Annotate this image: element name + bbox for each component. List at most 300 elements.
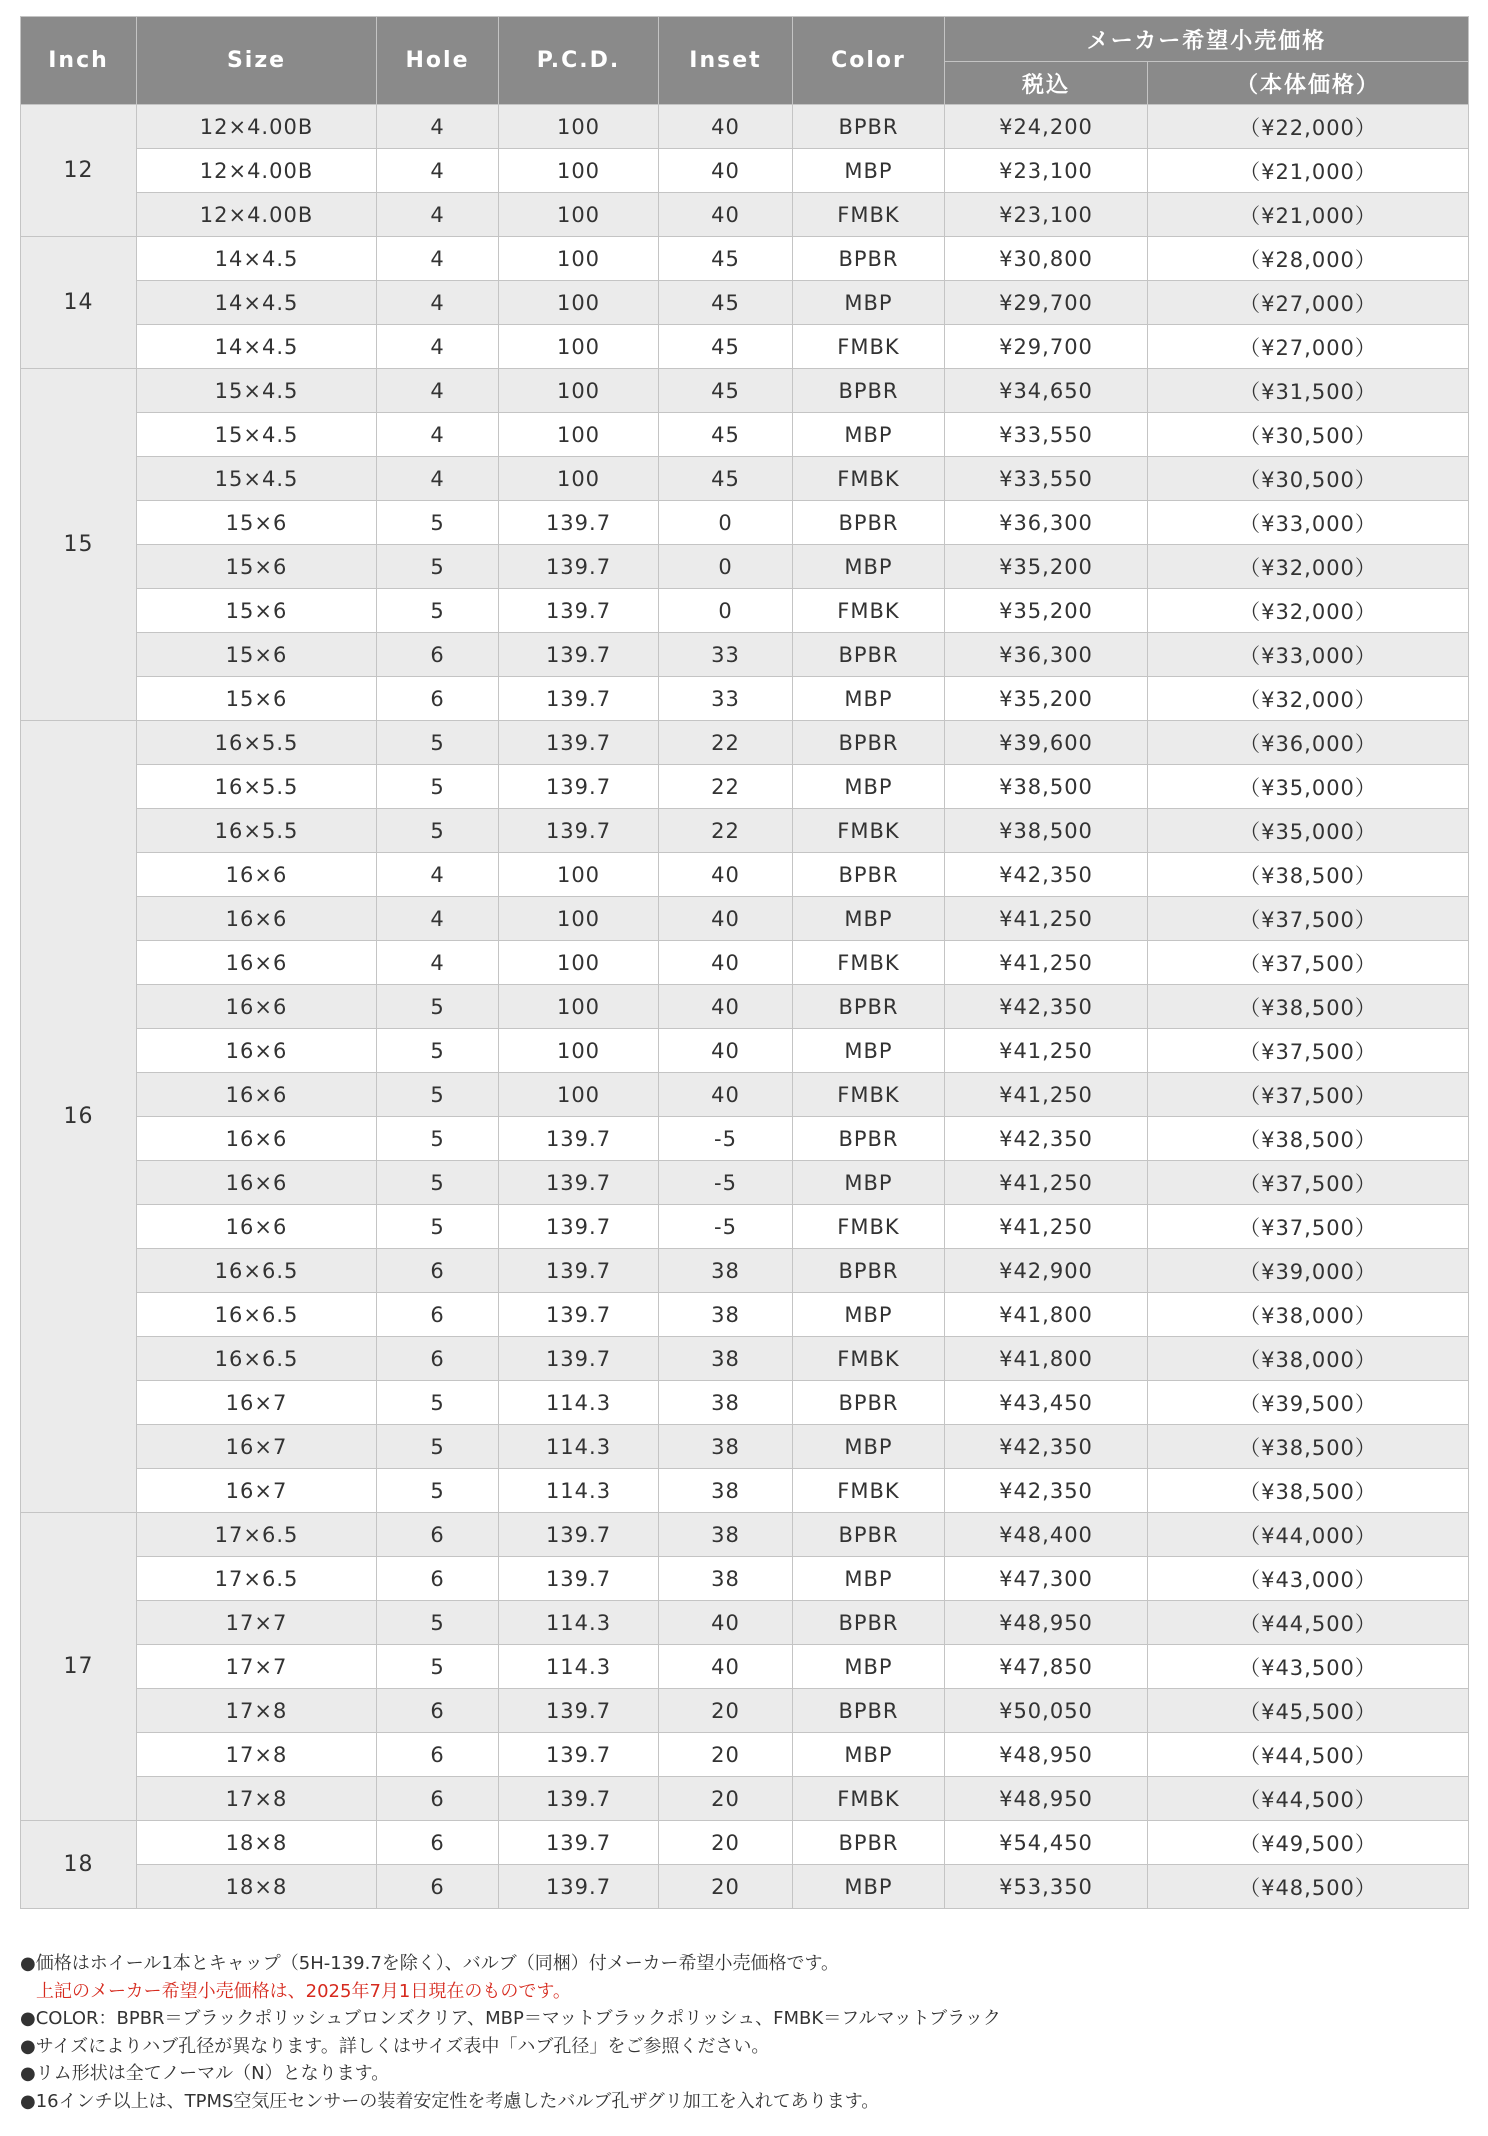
price-base-cell: （¥27,000） [1148,281,1469,325]
pcd-cell: 100 [499,193,659,237]
size-cell: 16×6 [137,1073,377,1117]
inset-cell: 40 [659,1029,793,1073]
price-base-cell: （¥49,500） [1148,1821,1469,1865]
price-tax-cell: ¥42,350 [945,853,1148,897]
price-base-cell: （¥30,500） [1148,457,1469,501]
price-base-cell: （¥32,000） [1148,545,1469,589]
table-row [21,765,1469,809]
price-base-cell: （¥32,000） [1148,677,1469,721]
note-line: ●価格はホイール1本とキャップ（5H-139.7を除く）、バルブ（同梱）付メーカー希望小売価格です。 [20,1953,840,1974]
price-tax-cell: ¥38,500 [945,809,1148,853]
color-cell: MBP [793,545,945,589]
hole-cell: 5 [377,1073,499,1117]
wheel-spec-table [20,16,1469,1909]
pcd-cell: 139.7 [499,589,659,633]
table-row [21,369,1469,413]
table-row [21,1865,1469,1909]
inset-cell: 20 [659,1733,793,1777]
color-cell: BPBR [793,1601,945,1645]
price-base-cell: （¥43,500） [1148,1645,1469,1689]
color-cell: BPBR [793,1689,945,1733]
color-cell: BPBR [793,633,945,677]
table-row [21,237,1469,281]
inch-cell: 17 [21,1513,137,1821]
table-row [21,1777,1469,1821]
price-base-cell: （¥44,000） [1148,1513,1469,1557]
hole-cell: 4 [377,237,499,281]
size-cell: 15×6 [137,501,377,545]
inset-cell: 45 [659,457,793,501]
table-row [21,1821,1469,1865]
hole-cell: 6 [377,1249,499,1293]
size-cell: 16×7 [137,1469,377,1513]
pcd-cell: 100 [499,237,659,281]
price-tax-cell: ¥23,100 [945,149,1148,193]
color-cell: BPBR [793,1821,945,1865]
hole-cell: 5 [377,1161,499,1205]
size-cell: 16×6 [137,1205,377,1249]
price-tax-cell: ¥41,800 [945,1293,1148,1337]
pcd-cell: 139.7 [499,1777,659,1821]
hole-cell: 6 [377,1865,499,1909]
price-base-cell: （¥37,500） [1148,1161,1469,1205]
color-cell: MBP [793,1865,945,1909]
inset-cell: 22 [659,765,793,809]
inset-cell: 20 [659,1821,793,1865]
table-row [21,1073,1469,1117]
price-base-cell: （¥38,500） [1148,1117,1469,1161]
table-body [21,105,1469,1909]
hole-cell: 5 [377,1645,499,1689]
hole-cell: 5 [377,1425,499,1469]
price-tax-cell: ¥48,950 [945,1601,1148,1645]
price-tax-cell: ¥54,450 [945,1821,1148,1865]
table-row [21,1293,1469,1337]
price-base-cell: （¥38,500） [1148,985,1469,1029]
color-cell: FMBK [793,1073,945,1117]
size-cell: 16×5.5 [137,765,377,809]
price-tax-cell: ¥48,950 [945,1777,1148,1821]
color-cell: FMBK [793,1777,945,1821]
size-cell: 17×7 [137,1601,377,1645]
price-tax-cell: ¥53,350 [945,1865,1148,1909]
color-cell: FMBK [793,809,945,853]
pcd-cell: 139.7 [499,1337,659,1381]
price-tax-cell: ¥29,700 [945,325,1148,369]
hole-cell: 6 [377,1821,499,1865]
table-row [21,1601,1469,1645]
price-tax-cell: ¥41,250 [945,1073,1148,1117]
note-line: ●16インチ以上は、TPMS空気圧センサーの装着安定性を考慮したバルブ孔ザグリ加工を入れてあります。 [20,2090,880,2112]
price-tax-cell: ¥33,550 [945,413,1148,457]
hole-cell: 6 [377,633,499,677]
color-cell: BPBR [793,237,945,281]
inset-cell: 0 [659,501,793,545]
color-cell: FMBK [793,325,945,369]
size-cell: 16×6 [137,985,377,1029]
pcd-cell: 139.7 [499,1865,659,1909]
inset-cell: 40 [659,897,793,941]
table-row [21,501,1469,545]
pcd-cell: 100 [499,281,659,325]
size-cell: 16×6 [137,897,377,941]
hole-cell: 5 [377,721,499,765]
pcd-cell: 100 [499,1073,659,1117]
size-cell: 15×4.5 [137,369,377,413]
inset-cell: 40 [659,1645,793,1689]
pcd-cell: 139.7 [499,1557,659,1601]
size-cell: 15×4.5 [137,457,377,501]
price-base-cell: （¥30,500） [1148,413,1469,457]
inset-cell: 45 [659,413,793,457]
inset-cell: 45 [659,281,793,325]
header-pcd: P.C.D. [499,17,659,105]
hole-cell: 5 [377,1381,499,1425]
color-cell: MBP [793,149,945,193]
inset-cell: 40 [659,105,793,149]
pcd-cell: 139.7 [499,677,659,721]
inset-cell: 38 [659,1513,793,1557]
pcd-cell: 100 [499,369,659,413]
pcd-cell: 139.7 [499,1689,659,1733]
pcd-cell: 100 [499,985,659,1029]
table-row [21,897,1469,941]
price-tax-cell: ¥41,250 [945,897,1148,941]
table-row [21,721,1469,765]
hole-cell: 5 [377,1205,499,1249]
inset-cell: 20 [659,1777,793,1821]
table-row [21,1117,1469,1161]
table-row [21,633,1469,677]
note-line: ●サイズによりハブ孔径が異なります。詳しくはサイズ表中「ハブ孔径」をご参照ください。 [20,2035,770,2057]
size-cell: 16×6.5 [137,1293,377,1337]
size-cell: 16×7 [137,1425,377,1469]
pcd-cell: 139.7 [499,1733,659,1777]
inset-cell: 40 [659,193,793,237]
size-cell: 16×6 [137,1161,377,1205]
pcd-cell: 139.7 [499,809,659,853]
inset-cell: 22 [659,809,793,853]
price-base-cell: （¥38,500） [1148,1425,1469,1469]
price-tax-cell: ¥50,050 [945,1689,1148,1733]
price-tax-cell: ¥41,250 [945,1029,1148,1073]
header-price-tax: 税込 [945,62,1148,105]
price-tax-cell: ¥41,250 [945,1161,1148,1205]
table-row [21,941,1469,985]
price-base-cell: （¥37,500） [1148,1205,1469,1249]
table-row [21,853,1469,897]
note-highlight: 上記のメーカー希望小売価格は、2025年7月1日現在のものです。 [36,1980,571,2002]
color-cell: MBP [793,1161,945,1205]
price-base-cell: （¥37,500） [1148,941,1469,985]
size-cell: 17×8 [137,1777,377,1821]
hole-cell: 5 [377,809,499,853]
size-cell: 14×4.5 [137,325,377,369]
price-base-cell: （¥31,500） [1148,369,1469,413]
pcd-cell: 139.7 [499,633,659,677]
color-cell: MBP [793,1425,945,1469]
price-tax-cell: ¥30,800 [945,237,1148,281]
size-cell: 12×4.00B [137,149,377,193]
pcd-cell: 100 [499,853,659,897]
size-cell: 14×4.5 [137,237,377,281]
pcd-cell: 100 [499,897,659,941]
size-cell: 16×6 [137,853,377,897]
price-tax-cell: ¥41,800 [945,1337,1148,1381]
inset-cell: 20 [659,1689,793,1733]
price-tax-cell: ¥42,350 [945,1117,1148,1161]
inset-cell: -5 [659,1117,793,1161]
inset-cell: -5 [659,1205,793,1249]
hole-cell: 6 [377,1513,499,1557]
inset-cell: 38 [659,1425,793,1469]
size-cell: 16×5.5 [137,809,377,853]
price-base-cell: （¥22,000） [1148,105,1469,149]
price-tax-cell: ¥29,700 [945,281,1148,325]
inset-cell: 45 [659,369,793,413]
size-cell: 15×6 [137,545,377,589]
price-tax-cell: ¥39,600 [945,721,1148,765]
header-hole: Hole [377,17,499,105]
price-tax-cell: ¥24,200 [945,105,1148,149]
inch-cell: 14 [21,237,137,369]
hole-cell: 4 [377,281,499,325]
table-row [21,545,1469,589]
note-line: ●リム形状は全てノーマル（N）となります。 [20,2063,390,2085]
color-cell: BPBR [793,1249,945,1293]
color-cell: BPBR [793,501,945,545]
price-tax-cell: ¥42,350 [945,985,1148,1029]
price-tax-cell: ¥42,900 [945,1249,1148,1293]
spec-table-container [20,16,1468,1909]
inset-cell: 38 [659,1337,793,1381]
pcd-cell: 139.7 [499,1117,659,1161]
price-tax-cell: ¥41,250 [945,1205,1148,1249]
pcd-cell: 100 [499,457,659,501]
note-line: ●COLOR：BPBR＝ブラックポリッシュブロンズクリア、MBP＝マットブラックポリッシュ、FMBK＝フルマットブラック [20,2008,1001,2030]
size-cell: 16×6.5 [137,1249,377,1293]
hole-cell: 4 [377,413,499,457]
hole-cell: 4 [377,193,499,237]
table-row [21,413,1469,457]
hole-cell: 5 [377,545,499,589]
hole-cell: 4 [377,105,499,149]
pcd-cell: 139.7 [499,1293,659,1337]
size-cell: 15×6 [137,677,377,721]
color-cell: MBP [793,1733,945,1777]
pcd-cell: 100 [499,105,659,149]
pcd-cell: 100 [499,941,659,985]
price-tax-cell: ¥41,250 [945,941,1148,985]
color-cell: BPBR [793,369,945,413]
price-base-cell: （¥21,000） [1148,149,1469,193]
size-cell: 15×6 [137,633,377,677]
color-cell: MBP [793,677,945,721]
hole-cell: 5 [377,1029,499,1073]
notes-section [20,1950,1468,2116]
size-cell: 18×8 [137,1821,377,1865]
inch-cell: 12 [21,105,137,237]
hole-cell: 5 [377,1601,499,1645]
inset-cell: 38 [659,1293,793,1337]
color-cell: BPBR [793,985,945,1029]
price-tax-cell: ¥43,450 [945,1381,1148,1425]
hole-cell: 4 [377,149,499,193]
table-row [21,1029,1469,1073]
size-cell: 12×4.00B [137,105,377,149]
size-cell: 17×6.5 [137,1513,377,1557]
pcd-cell: 114.3 [499,1381,659,1425]
size-cell: 16×6 [137,941,377,985]
color-cell: BPBR [793,721,945,765]
color-cell: BPBR [793,1381,945,1425]
table-row [21,1469,1469,1513]
price-base-cell: （¥36,000） [1148,721,1469,765]
hole-cell: 6 [377,1557,499,1601]
price-base-cell: （¥32,000） [1148,589,1469,633]
price-tax-cell: ¥42,350 [945,1469,1148,1513]
inset-cell: 38 [659,1469,793,1513]
table-row [21,1689,1469,1733]
hole-cell: 5 [377,1117,499,1161]
pcd-cell: 114.3 [499,1645,659,1689]
color-cell: FMBK [793,589,945,633]
price-tax-cell: ¥36,300 [945,501,1148,545]
size-cell: 16×6.5 [137,1337,377,1381]
inset-cell: 33 [659,633,793,677]
inset-cell: 38 [659,1249,793,1293]
price-tax-cell: ¥36,300 [945,633,1148,677]
size-cell: 16×5.5 [137,721,377,765]
color-cell: FMBK [793,1469,945,1513]
hole-cell: 5 [377,589,499,633]
table-row [21,149,1469,193]
table-row [21,193,1469,237]
inset-cell: 40 [659,149,793,193]
color-cell: FMBK [793,1205,945,1249]
price-tax-cell: ¥48,400 [945,1513,1148,1557]
price-tax-cell: ¥35,200 [945,677,1148,721]
inch-cell: 18 [21,1821,137,1909]
color-cell: MBP [793,1029,945,1073]
price-base-cell: （¥35,000） [1148,765,1469,809]
table-row [21,1733,1469,1777]
hole-cell: 4 [377,853,499,897]
table-row [21,105,1469,149]
price-tax-cell: ¥34,650 [945,369,1148,413]
header-color: Color [793,17,945,105]
hole-cell: 6 [377,1777,499,1821]
header-inch: Inch [21,17,137,105]
pcd-cell: 114.3 [499,1469,659,1513]
color-cell: BPBR [793,853,945,897]
price-base-cell: （¥33,000） [1148,633,1469,677]
inset-cell: 33 [659,677,793,721]
size-cell: 15×6 [137,589,377,633]
price-base-cell: （¥43,000） [1148,1557,1469,1601]
inset-cell: 40 [659,941,793,985]
hole-cell: 4 [377,325,499,369]
header-inset: Inset [659,17,793,105]
header-price-group: メーカー希望小売価格 [945,17,1469,62]
pcd-cell: 100 [499,325,659,369]
inch-cell: 15 [21,369,137,721]
pcd-cell: 139.7 [499,501,659,545]
price-tax-cell: ¥33,550 [945,457,1148,501]
price-base-cell: （¥48,500） [1148,1865,1469,1909]
size-cell: 16×7 [137,1381,377,1425]
price-base-cell: （¥38,500） [1148,1469,1469,1513]
pcd-cell: 139.7 [499,1513,659,1557]
price-tax-cell: ¥42,350 [945,1425,1148,1469]
inset-cell: 40 [659,1073,793,1117]
pcd-cell: 139.7 [499,765,659,809]
pcd-cell: 100 [499,1029,659,1073]
table-row [21,677,1469,721]
pcd-cell: 114.3 [499,1601,659,1645]
table-row [21,1557,1469,1601]
hole-cell: 5 [377,765,499,809]
size-cell: 18×8 [137,1865,377,1909]
color-cell: FMBK [793,457,945,501]
pcd-cell: 139.7 [499,1821,659,1865]
inset-cell: 38 [659,1557,793,1601]
inset-cell: 40 [659,853,793,897]
pcd-cell: 114.3 [499,1425,659,1469]
hole-cell: 4 [377,457,499,501]
hole-cell: 5 [377,1469,499,1513]
size-cell: 15×4.5 [137,413,377,457]
table-row [21,589,1469,633]
size-cell: 17×8 [137,1689,377,1733]
header-price-base: （本体価格） [1148,62,1469,105]
inset-cell: 40 [659,985,793,1029]
inset-cell: 38 [659,1381,793,1425]
price-tax-cell: ¥35,200 [945,589,1148,633]
color-cell: MBP [793,897,945,941]
price-tax-cell: ¥47,300 [945,1557,1148,1601]
size-cell: 14×4.5 [137,281,377,325]
table-row [21,1381,1469,1425]
price-base-cell: （¥44,500） [1148,1777,1469,1821]
price-base-cell: （¥37,500） [1148,1073,1469,1117]
color-cell: MBP [793,413,945,457]
pcd-cell: 139.7 [499,1161,659,1205]
price-base-cell: （¥38,000） [1148,1293,1469,1337]
pcd-cell: 139.7 [499,1249,659,1293]
table-row [21,1205,1469,1249]
table-header [21,17,1469,105]
price-base-cell: （¥44,500） [1148,1733,1469,1777]
price-tax-cell: ¥47,850 [945,1645,1148,1689]
pcd-cell: 139.7 [499,545,659,589]
table-row [21,1337,1469,1381]
price-base-cell: （¥35,000） [1148,809,1469,853]
size-cell: 17×7 [137,1645,377,1689]
hole-cell: 4 [377,369,499,413]
table-row [21,1645,1469,1689]
color-cell: MBP [793,281,945,325]
price-base-cell: （¥37,500） [1148,1029,1469,1073]
color-cell: MBP [793,765,945,809]
header-size: Size [137,17,377,105]
table-row [21,1513,1469,1557]
inset-cell: 40 [659,1601,793,1645]
color-cell: FMBK [793,941,945,985]
pcd-cell: 100 [499,413,659,457]
table-row [21,1161,1469,1205]
color-cell: MBP [793,1293,945,1337]
